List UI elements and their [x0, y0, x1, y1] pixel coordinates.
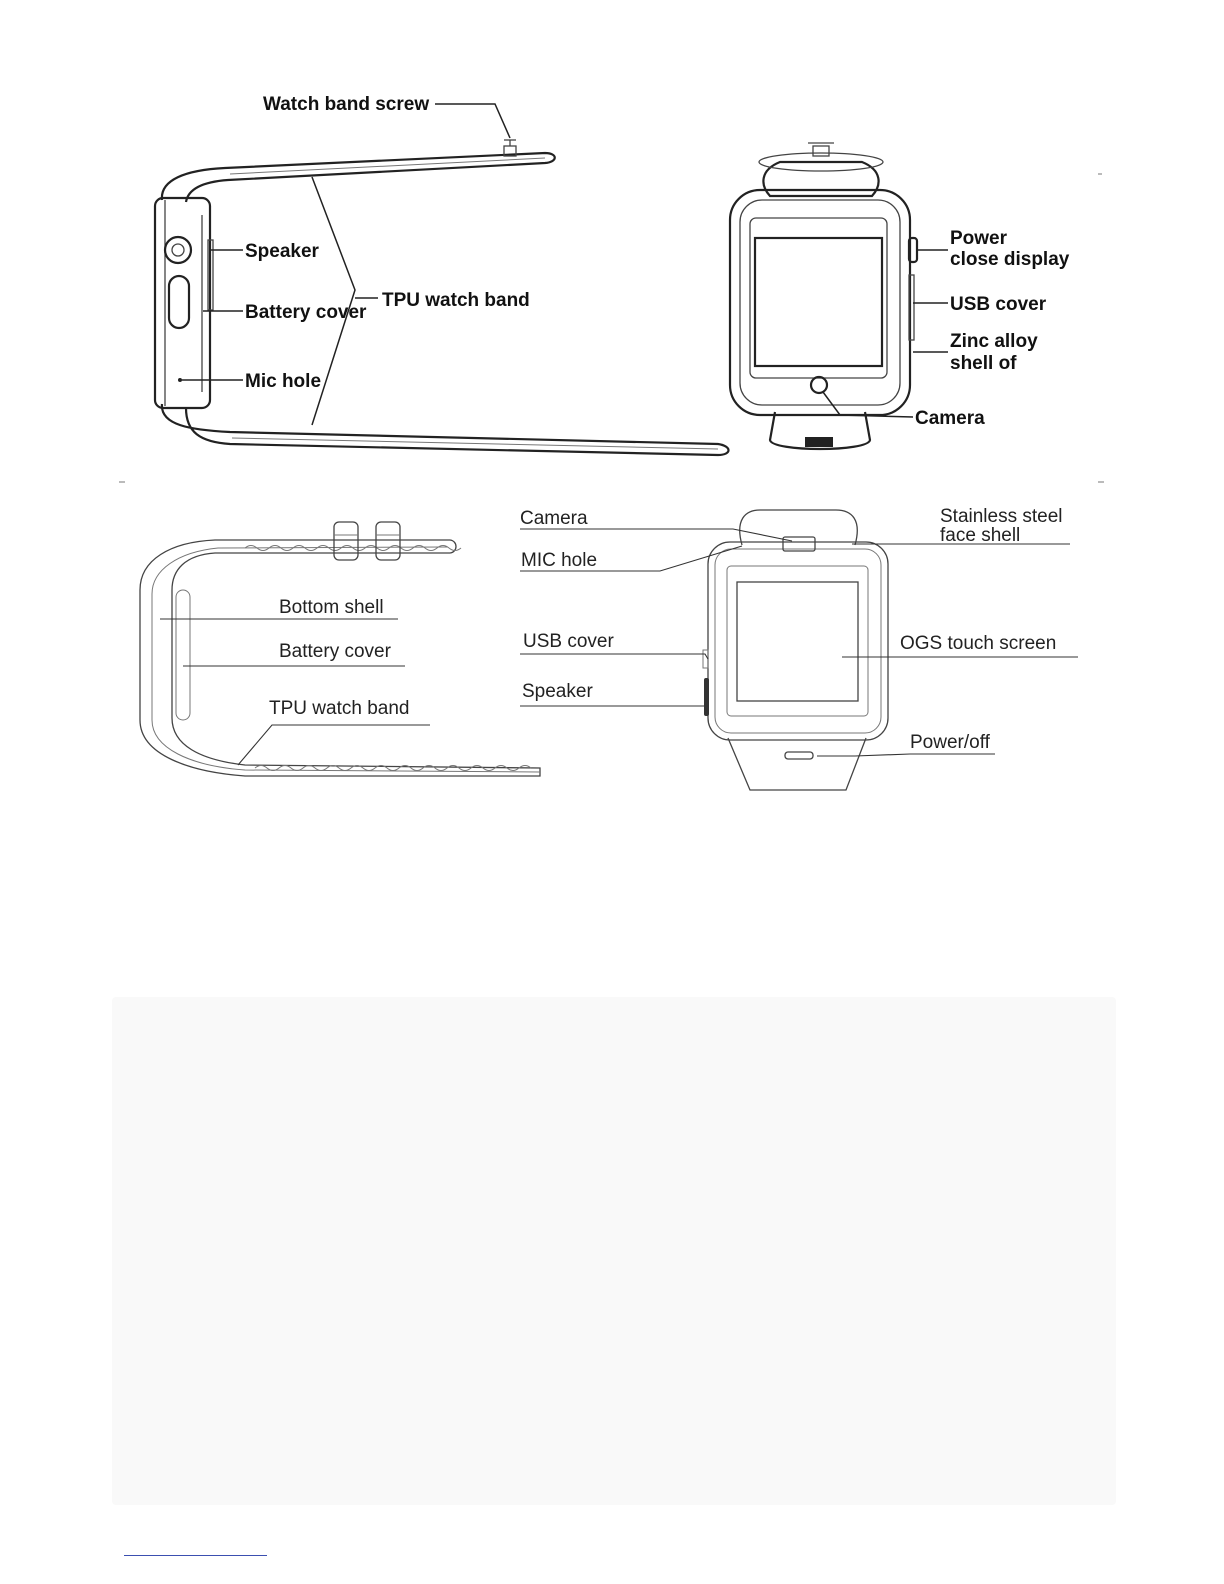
front-screen — [755, 238, 882, 366]
front-thin-case — [708, 542, 888, 740]
front-view-thin — [520, 506, 1078, 790]
band-loop-1 — [334, 522, 358, 560]
side-view-bold — [155, 94, 729, 455]
label-power: Power — [950, 228, 1008, 249]
label-shell-of: shell of — [950, 353, 1017, 374]
camera-lens — [811, 377, 827, 393]
label-usb-cover-thin: USB cover — [523, 631, 614, 652]
power-off-button — [785, 752, 813, 759]
label-mic-hole: Mic hole — [245, 371, 322, 392]
ogs-screen — [737, 582, 858, 701]
label-battery-cover: Battery cover — [245, 302, 367, 323]
label-stainless-steel: Stainless steel — [940, 506, 1063, 527]
label-face-shell: face shell — [940, 525, 1021, 546]
label-power-off: Power/off — [910, 732, 990, 753]
label-battery-cover-thin: Battery cover — [279, 641, 391, 662]
label-speaker: Speaker — [245, 241, 319, 262]
blank-panel — [112, 997, 1116, 1505]
mic-hole-dot — [178, 378, 182, 382]
front-thin-top-strap — [740, 510, 858, 545]
front-view-bold — [730, 143, 1070, 449]
label-usb-cover: USB cover — [950, 294, 1047, 315]
label-mic-hole-thin: MIC hole — [521, 550, 598, 571]
battery-cover-shape — [169, 276, 189, 328]
label-zinc-alloy: Zinc alloy — [950, 331, 1038, 352]
band-loop-2 — [376, 522, 400, 560]
label-watch-band-screw: Watch band screw — [263, 94, 430, 115]
label-tpu-watch-band-thin: TPU watch band — [269, 698, 410, 719]
label-camera-bold: Camera — [915, 408, 985, 429]
label-ogs-touch-screen: OGS touch screen — [900, 633, 1057, 654]
label-close-display: close display — [950, 249, 1070, 270]
label-camera-thin: Camera — [520, 508, 588, 529]
footer-rule — [124, 1555, 267, 1556]
side-view-thin — [140, 522, 540, 776]
label-bottom-shell: Bottom shell — [279, 597, 384, 618]
label-speaker-thin: Speaker — [522, 681, 593, 702]
speaker-icon — [165, 237, 191, 263]
label-tpu-watch-band: TPU watch band — [382, 290, 530, 311]
front-thin-bottom-strap — [728, 738, 866, 790]
